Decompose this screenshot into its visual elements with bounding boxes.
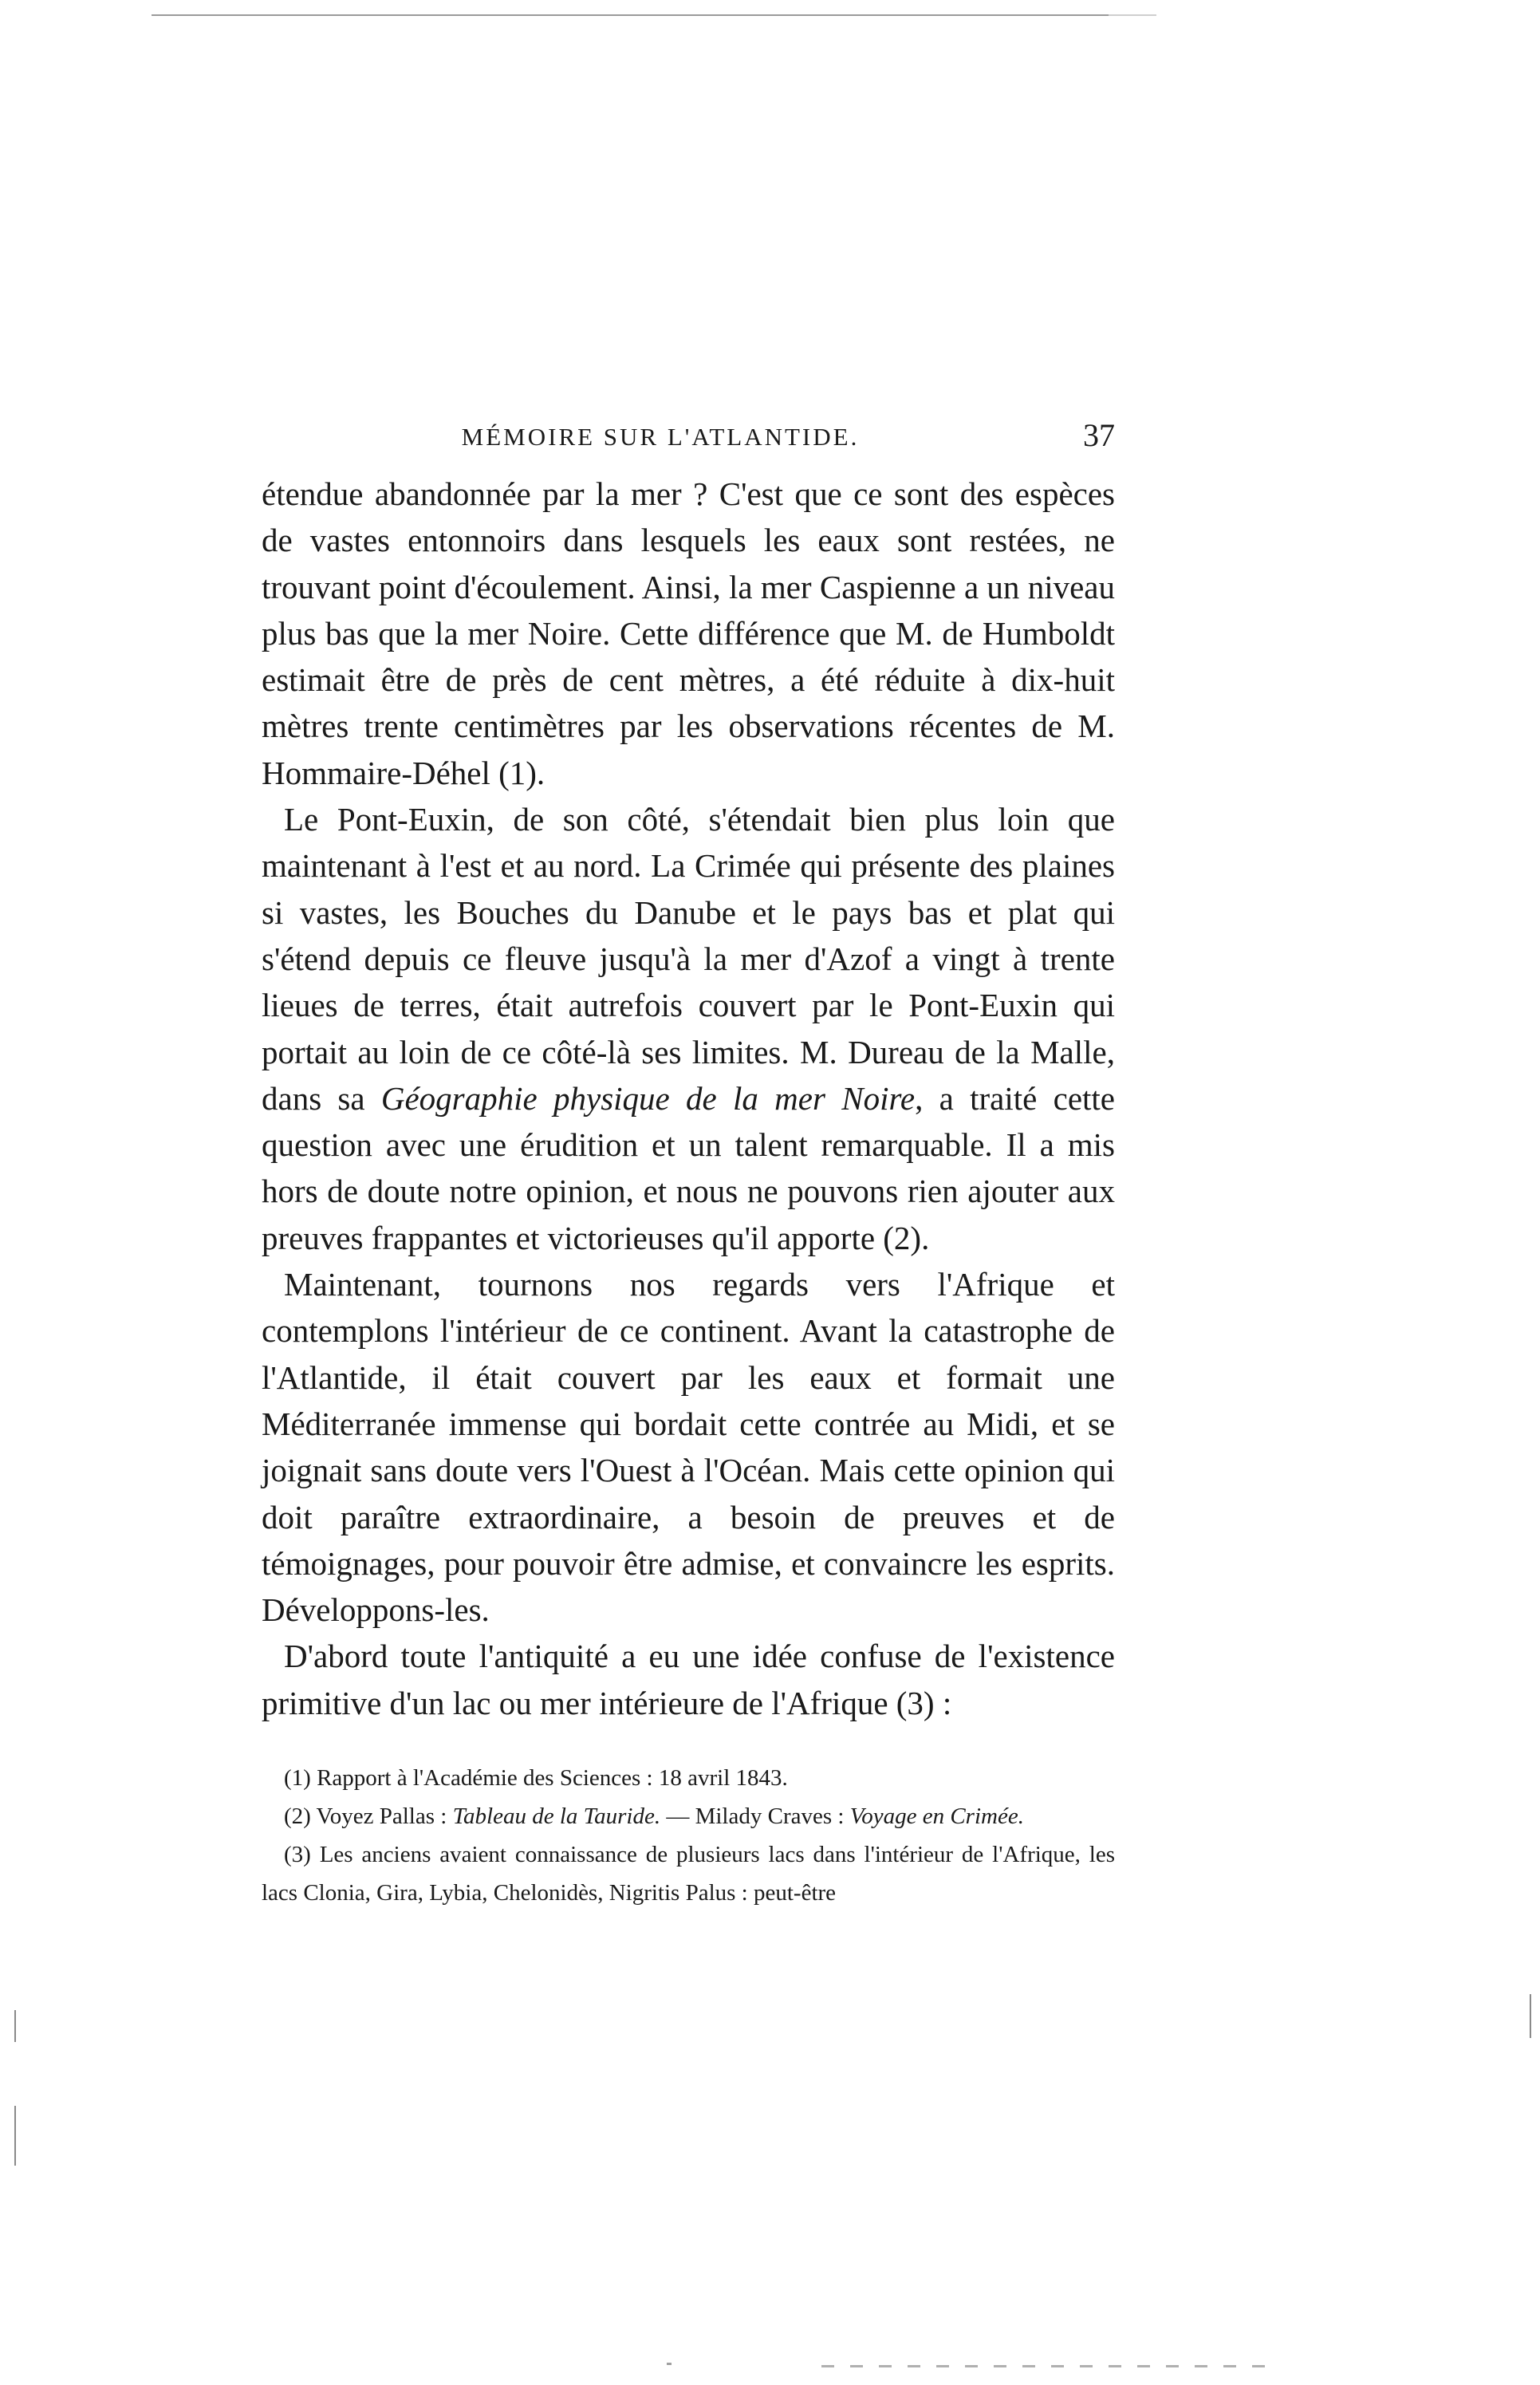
- footnote-title: Tableau de la Tauride.: [452, 1804, 661, 1829]
- scan-top-rule: [152, 14, 1109, 16]
- paragraph-text: Maintenant, tournons nos regards vers l'Afrique et contemplons l'intérieur de ce continent. Avant la catastrophe de l'Atlantide, il était couvert par les eaux et formait une Méditerranée immense qui bordait cette contrée au Midi, et se joignait sans doute vers l'Ouest à l'Océan. Mais cette opinion qui doit paraître extraordinaire, a besoin de preuves et de témoignages, pour pouvoir être admise, et convaincre les esprits. Développons-les.: [262, 1266, 1115, 1629]
- footnote-text: — Milady Craves :: [660, 1804, 850, 1829]
- book-title: Géographie physique de la mer Noire: [380, 1079, 916, 1117]
- page-number: 37: [1083, 417, 1115, 453]
- page-header: [262, 416, 1115, 464]
- paragraph-text: D'abord toute l'antiquité a eu une idée confuse de l'existence primitive d'un lac ou mer intérieure de l'Afrique (3) :: [262, 1638, 1115, 1721]
- running-title: MÉMOIRE SUR L'ATLANTIDE.: [461, 423, 860, 451]
- paragraph: [262, 796, 1115, 1261]
- scan-margin-mark: [14, 2106, 16, 2166]
- paragraph-text: Le Pont-Euxin, de son côté, s'étendait bien plus loin que maintenant à l'est et au nord. La Crimée qui présente des plaines si vastes, les Bouches du Danube et le pays bas et plat qui s'étend depuis ce fleuve jusqu'à la mer d'Azof a vingt à trente lieues de terres, était autrefois couvert par le Pont-Euxin qui portait au loin de ce côté-là ses limites. M. Dureau de la Malle, dans sa: [262, 801, 1115, 1117]
- scan-margin-mark: [14, 2010, 16, 2042]
- scan-top-rule-faint: [1109, 14, 1156, 16]
- scan-dot: [667, 2363, 672, 2365]
- body-text: [262, 471, 1115, 1726]
- footnote: [262, 1759, 1115, 1797]
- footnote: [262, 1797, 1115, 1835]
- paragraph: [262, 471, 1115, 796]
- footnotes: [262, 1759, 1115, 1912]
- footnote-title: Voyage en Crimée.: [849, 1804, 1024, 1829]
- scan-bottom-dashes: [821, 2365, 1268, 2367]
- footnote-text: (2) Voyez Pallas :: [284, 1804, 453, 1829]
- paragraph: [262, 1633, 1115, 1726]
- footnote-text: (3) Les anciens avaient connaissance de plusieurs lacs dans l'intérieur de l'Afrique, les lacs Clonia, Gira, Lybia, Chelonidès, Nigritis Palus : peut-être: [262, 1842, 1115, 1906]
- scan-margin-mark: [1530, 1994, 1531, 2038]
- paragraph-text: étendue abandonnée par la mer ? C'est que ce sont des espèces de vastes entonnoirs dans lesquels les eaux sont restées, ne trouvant point d'écoulement. Ainsi, la mer Caspienne a un niveau plus bas que la mer Noire. Cette différence que M. de Humboldt estimait être de près de cent mètres, a été réduite à dix-huit mètres trente centimètres par les observations récentes de M. Hommaire-Déhel (1).: [262, 475, 1115, 791]
- paragraph: [262, 1261, 1115, 1633]
- footnote-text: (1) Rapport à l'Académie des Sciences : 18 avril 1843.: [284, 1765, 788, 1791]
- paragraph-text: , a traité cette question avec une érudition et un talent remarquable. Il a mis hors de doute notre opinion, et nous ne pouvons rien ajouter aux preuves frappantes et victorieuses qu'il apporte (2).: [262, 1079, 1115, 1256]
- footnote: [262, 1835, 1115, 1912]
